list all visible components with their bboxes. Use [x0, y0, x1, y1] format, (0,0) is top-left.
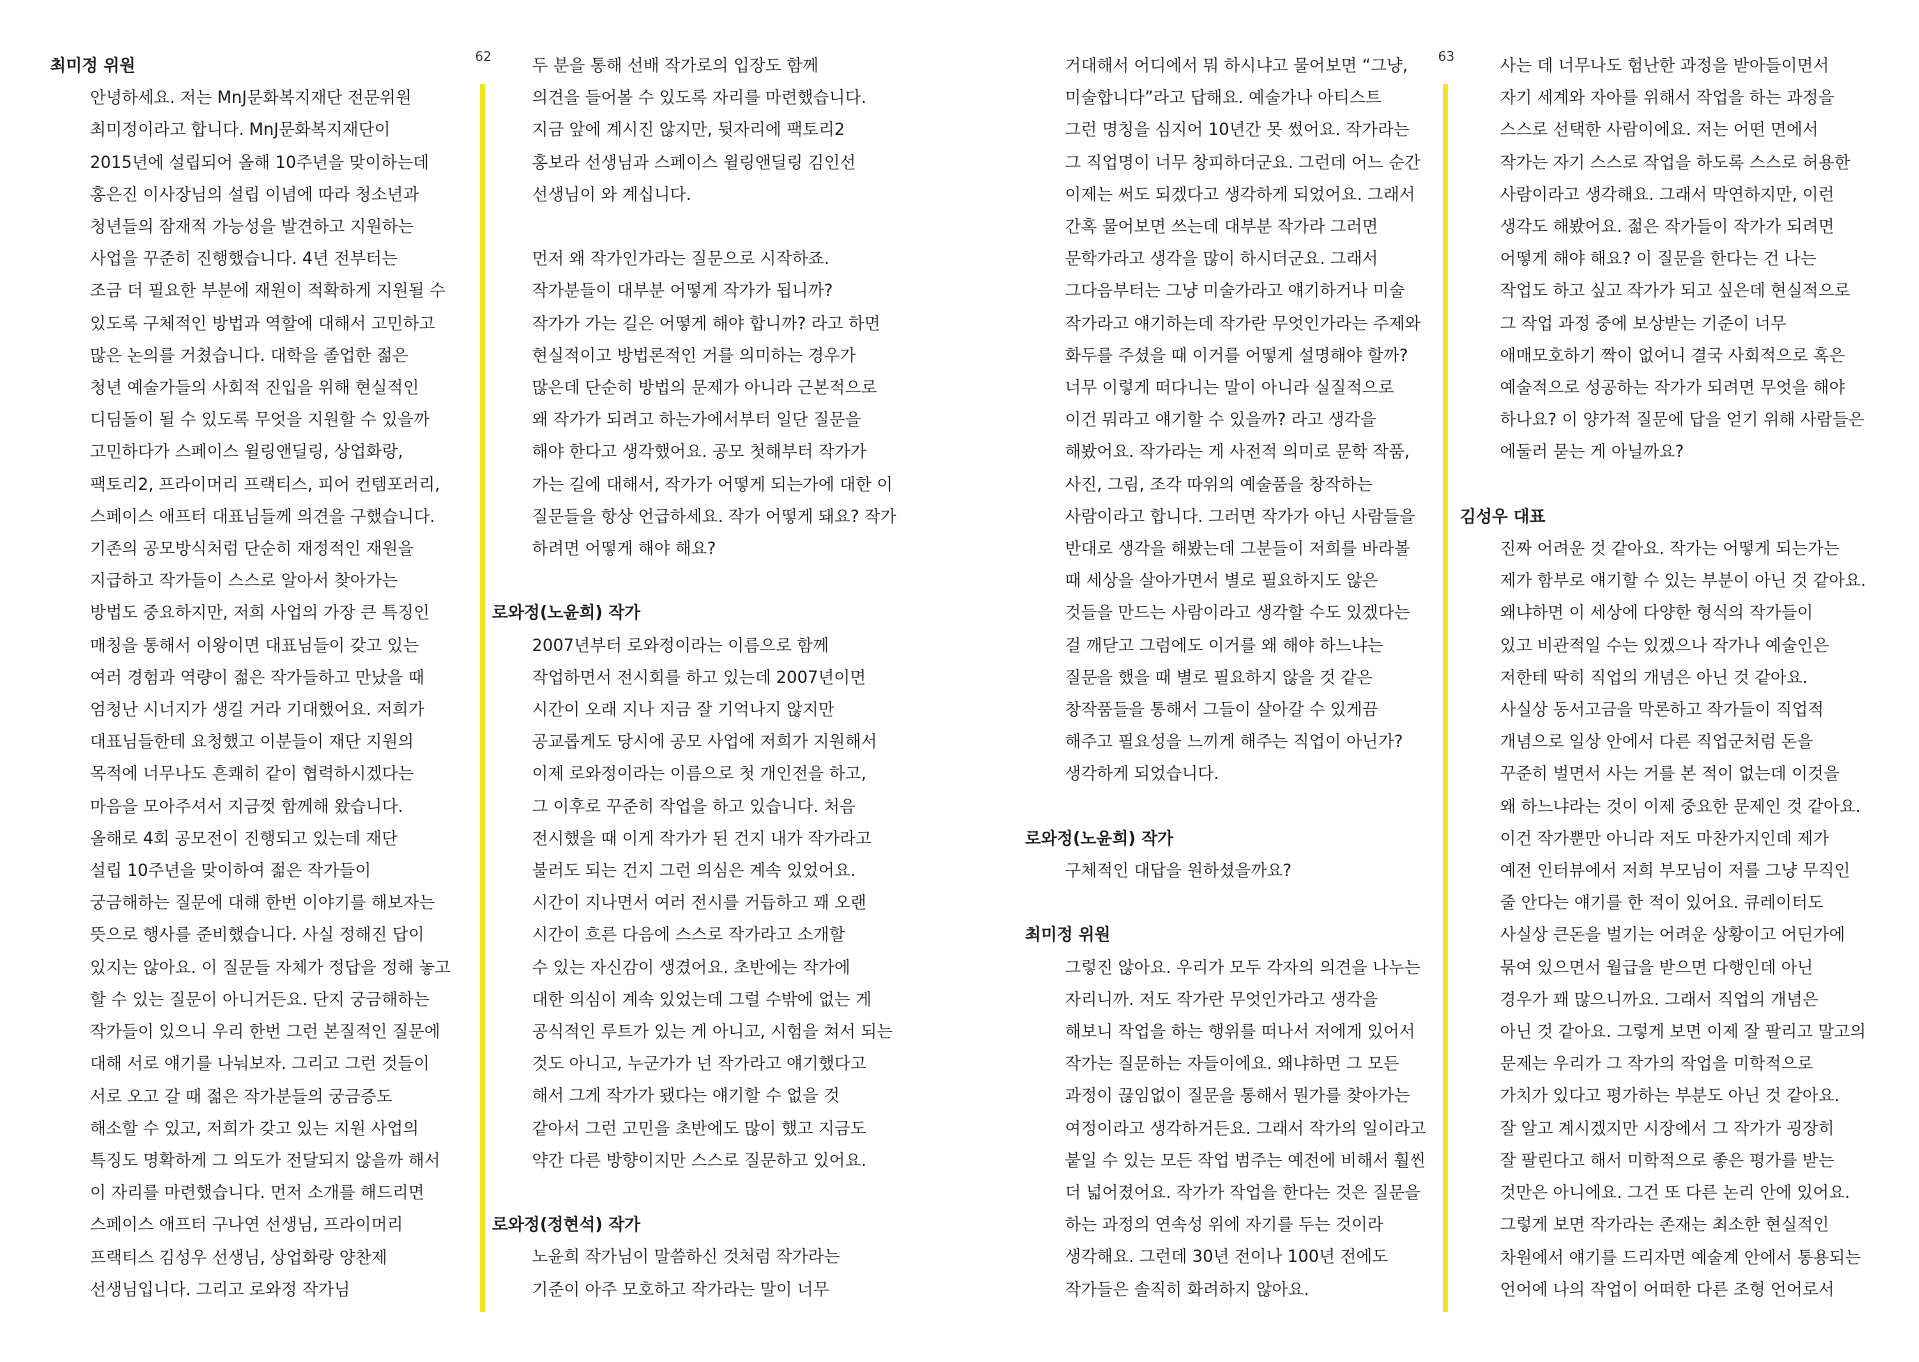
text-line: 제가 함부로 얘기할 수 있는 부분이 아닌 것 같아요.	[1500, 571, 1866, 591]
text-line: 많은 논의를 거쳤습니다. 대학을 졸업한 젊은	[90, 345, 409, 365]
text-line: 의견을 들어볼 수 있도록 자리를 마련했습니다.	[532, 88, 867, 108]
text-line: 화두를 주셨을 때 이거를 어떻게 설명해야 할까?	[1065, 345, 1409, 365]
text-line: 공식적인 루트가 있는 게 아니고, 시험을 쳐서 되는	[532, 1022, 893, 1042]
text-line: 사는 데 너무나도 험난한 과정을 받아들이면서	[1500, 56, 1830, 75]
text-line: 프랙티스 김성우 선생님, 상업화랑 양찬제	[90, 1247, 388, 1267]
text-line: 있고 비관적일 수는 있겠으나 작가나 예술인은	[1500, 635, 1830, 655]
text-line: 진짜 어려운 것 같아요. 작가는 어떻게 되는가는	[1500, 539, 1840, 559]
text-line: 스스로 선택한 사람이에요. 저는 어떤 면에서	[1500, 120, 1819, 140]
text-line: 대한 의심이 계속 있었는데 그럴 수밖에 없는 게	[532, 989, 872, 1009]
text-line: 고민하다가 스페이스 윌링앤딜링, 상업화랑,	[90, 442, 404, 462]
text-line: 서로 오고 갈 때 젊은 작가분들의 궁금증도	[90, 1086, 393, 1106]
text-line: 지금 앞에 계시진 않지만, 뒷자리에 팩토리2	[532, 120, 845, 140]
text-line: 2007년부터 로와정이라는 이름으로 함께	[532, 635, 829, 655]
text-line: 지급하고 작가들이 스스로 알아서 찾아가는	[90, 571, 398, 591]
left-page-column-1	[50, 50, 451, 1306]
text-line: 붙일 수 있는 모든 작업 범주는 예전에 비해서 훨씬	[1065, 1150, 1426, 1170]
text-line: 어떻게 해야 해요? 이 질문을 한다는 건 나는	[1500, 249, 1817, 269]
text-line: 그렇게 보면 작가라는 존재는 최소한 현실적인	[1500, 1215, 1830, 1235]
text-line: 창작품들을 통해서 그들이 살아갈 수 있게끔	[1065, 700, 1379, 720]
text-line: 것들을 만드는 사람이라고 생각할 수도 있겠다는	[1065, 603, 1411, 623]
text-line: 사람이라고 생각해요. 그래서 막연하지만, 이런	[1500, 184, 1835, 204]
text-line: 2015년에 설립되어 올해 10주년을 맞이하는데	[90, 152, 429, 172]
text-line: 간혹 물어보면 쓰는데 대부분 작가라 그러면	[1065, 217, 1379, 237]
text-line: 해봤어요. 작가라는 게 사전적 의미로 문학 작품,	[1065, 442, 1410, 462]
text-line: 할 수 있는 질문이 아니거든요. 단지 궁금해하는	[90, 989, 430, 1009]
text-line: 전시했을 때 이게 작가가 된 건지 내가 작가라고	[532, 828, 872, 848]
text-line: 수 있는 자신감이 생겼어요. 초반에는 작가에	[532, 957, 851, 977]
text-line: 자리니까. 저도 작가란 무엇인가라고 생각을	[1065, 989, 1379, 1009]
text-line: 팩토리2, 프라이머리 프랙티스, 피어 컨템포러리,	[90, 474, 441, 494]
paragraph-gap	[1025, 791, 1426, 823]
text-line: 두 분을 통해 선배 작가로의 입장도 함께	[532, 56, 819, 75]
text-line: 가는 길에 대해서, 작가가 어떻게 되는가에 대한 이	[532, 474, 893, 494]
text-line: 기준이 아주 모호하고 작가라는 말이 너무	[532, 1279, 830, 1299]
text-line: 작가분들이 대부분 어떻게 작가가 됩니까?	[532, 281, 833, 301]
text-line: 미술합니다”라고 답해요. 예술가나 아티스트	[1065, 88, 1382, 108]
speaker-name: 김성우 대표	[1460, 506, 1546, 526]
text-line: 생각해요. 그런데 30년 전이나 100년 전에도	[1065, 1247, 1389, 1267]
text-line: 왜 작가가 되려고 하는가에서부터 일단 질문을	[532, 410, 862, 430]
text-line: 작가들은 솔직히 화려하지 않아요.	[1065, 1279, 1310, 1299]
text-line: 문제는 우리가 그 작가의 작업을 미학적으로	[1500, 1054, 1814, 1074]
text-line: 해주고 필요성을 느끼게 해주는 직업이 아닌가?	[1065, 732, 1403, 752]
right-page-column-2	[1460, 50, 1866, 1306]
text-line: 올해로 4회 공모전이 진행되고 있는데 재단	[90, 828, 398, 848]
text-line: 마음을 모아주셔서 지금껏 함께해 왔습니다.	[90, 796, 404, 816]
text-line: 노윤희 작가님이 말씀하신 것처럼 작가라는	[532, 1247, 840, 1267]
text-line: 뜻으로 행사를 준비했습니다. 사실 정해진 답이	[90, 925, 425, 945]
text-line: 약간 다른 방향이지만 스스로 질문하고 있어요.	[532, 1150, 867, 1170]
text-line: 언어에 나의 작업이 어떠한 다른 조형 언어로서	[1500, 1279, 1835, 1299]
text-line: 생각하게 되었습니다.	[1065, 764, 1219, 784]
text-line: 사실상 큰돈을 벌기는 어려운 상황이고 어딘가에	[1500, 925, 1846, 945]
text-line: 차원에서 얘기를 드리자면 예술계 안에서 통용되는	[1500, 1247, 1861, 1267]
text-line: 이제 로와정이라는 이름으로 첫 개인전을 하고,	[532, 764, 867, 784]
text-line: 홍보라 선생님과 스페이스 윌링앤딜링 김인선	[532, 152, 856, 172]
text-line: 생각도 해봤어요. 젊은 작가들이 작가가 되려면	[1500, 217, 1835, 237]
text-line: 있지는 않아요. 이 질문들 자체가 정답을 정해 놓고	[90, 957, 451, 977]
text-line: 안녕하세요. 저는 MnJ문화복지재단 전문위원	[90, 88, 412, 108]
text-line: 특징도 명확하게 그 의도가 전달되지 않을까 해서	[90, 1150, 441, 1170]
text-line: 잘 알고 계시겠지만 시장에서 그 작가가 굉장히	[1500, 1118, 1835, 1138]
text-line: 걸 깨닫고 그럼에도 이거를 왜 해야 하느냐는	[1065, 635, 1384, 655]
text-line: 자기 세계와 자아를 위해서 작업을 하는 과정을	[1500, 88, 1835, 108]
right-page-column-1	[1025, 50, 1426, 1306]
text-line: 사업을 꾸준히 진행했습니다. 4년 전부터는	[90, 249, 398, 269]
text-line: 청년들의 잠재적 가능성을 발견하고 지원하는	[90, 217, 414, 237]
text-line: 작가들이 있으니 우리 한번 그런 본질적인 질문에	[90, 1022, 441, 1042]
text-line: 에둘러 묻는 게 아닐까요?	[1500, 442, 1684, 462]
text-line: 하나요? 이 양가적 질문에 답을 얻기 위해 사람들은	[1500, 410, 1865, 430]
text-line: 설립 10주년을 맞이하여 젊은 작가들이	[90, 861, 372, 881]
text-line: 작가는 질문하는 자들이에요. 왜냐하면 그 모든	[1065, 1054, 1400, 1074]
text-line: 그 직업명이 너무 창피하더군요. 그런데 어느 순간	[1065, 152, 1421, 172]
text-line: 시간이 지나면서 여러 전시를 거듭하고 꽤 오랜	[532, 893, 867, 913]
speaker-name: 로와정(정현석) 작가	[492, 1215, 641, 1235]
text-line: 거대해서 어디에서 뭐 하시냐고 물어보면 “그냥,	[1065, 56, 1408, 75]
text-line: 하려면 어떻게 해야 해요?	[532, 539, 716, 559]
text-line: 그다음부터는 그냥 미술가라고 얘기하거나 미술	[1065, 281, 1405, 301]
speaker-name: 최미정 위원	[50, 56, 136, 75]
text-line: 그런 명칭을 심지어 10년간 못 썼어요. 작가라는	[1065, 120, 1410, 140]
text-line: 이건 작가뿐만 아니라 저도 마찬가지인데 제가	[1500, 828, 1830, 848]
text-line: 먼저 왜 작가인가라는 질문으로 시작하죠.	[532, 249, 830, 269]
text-line: 시간이 오래 지나 지금 잘 기억나지 않지만	[532, 700, 835, 720]
text-line: 작가가 가는 길은 어떻게 해야 합니까? 라고 하면	[532, 313, 881, 333]
paragraph-gap	[1025, 887, 1426, 919]
text-line: 시간이 흐른 다음에 스스로 작가라고 소개할	[532, 925, 846, 945]
text-line: 왜냐하면 이 세상에 다양한 형식의 작가들이	[1500, 603, 1814, 623]
yellow-divider-rule	[480, 84, 485, 1312]
text-line: 같아서 그런 고민을 초반에도 많이 했고 지금도	[532, 1118, 867, 1138]
text-line: 해야 한다고 생각했어요. 공모 첫해부터 작가가	[532, 442, 867, 462]
text-line: 많은데 단순히 방법의 문제가 아니라 근본적으로	[532, 378, 878, 398]
text-line: 때 세상을 살아가면서 별로 필요하지도 않은	[1065, 571, 1379, 591]
text-line: 꾸준히 벌면서 사는 거를 본 적이 없는데 이것을	[1500, 764, 1840, 784]
text-line: 이 자리를 마련했습니다. 먼저 소개를 해드리면	[90, 1183, 425, 1203]
text-line: 홍은진 이사장님의 설립 이념에 따라 청소년과	[90, 184, 420, 204]
text-line: 예전 인터뷰에서 저희 부모님이 저를 그냥 무직인	[1500, 861, 1851, 881]
text-line: 가치가 있다고 평가하는 부분도 아닌 것 같아요.	[1500, 1086, 1840, 1106]
text-line: 질문을 했을 때 별로 필요하지 않을 것 같은	[1065, 667, 1373, 687]
text-line: 구체적인 대답을 원하셨을까요?	[1065, 861, 1292, 881]
text-line: 예술적으로 성공하는 작가가 되려면 무엇을 해야	[1500, 378, 1846, 398]
text-line: 반대로 생각을 해봤는데 그분들이 저희를 바라볼	[1065, 539, 1411, 559]
text-line: 궁금해하는 질문에 대해 한번 이야기를 해보자는	[90, 893, 436, 913]
text-line: 이건 뭐라고 얘기할 수 있을까? 라고 생각을	[1065, 410, 1377, 430]
text-line: 것도 아니고, 누군가가 넌 작가라고 얘기했다고	[532, 1054, 867, 1074]
text-line: 공교롭게도 당시에 공모 사업에 저희가 지원해서	[532, 732, 878, 752]
text-line: 매칭을 통해서 이왕이면 대표님들이 갖고 있는	[90, 635, 420, 655]
text-line: 있도록 구체적인 방법과 역할에 대해서 고민하고	[90, 313, 436, 333]
text-line: 스페이스 애프터 구나연 선생님, 프라이머리	[90, 1215, 404, 1235]
text-line: 더 넓어졌어요. 작가가 작업을 한다는 것은 질문을	[1065, 1183, 1421, 1203]
left-page-column-2	[492, 50, 896, 1306]
text-line: 스페이스 애프터 대표님들께 의견을 구했습니다.	[90, 506, 436, 526]
paragraph-gap	[492, 565, 896, 597]
text-line: 너무 이렇게 떠다니는 말이 아니라 실질적으로	[1065, 378, 1395, 398]
text-line: 작가라고 얘기하는데 작가란 무엇인가라는 주제와	[1065, 313, 1421, 333]
paragraph-gap	[492, 211, 896, 243]
text-line: 그 작업 과정 중에 보상받는 기준이 너무	[1500, 313, 1787, 333]
text-line: 이제는 써도 되겠다고 생각하게 되었어요. 그래서	[1065, 184, 1416, 204]
text-line: 작가는 자기 스스로 작업을 하도록 스스로 허용한	[1500, 152, 1851, 172]
text-line: 왜 하느냐라는 것이 이제 중요한 문제인 것 같아요.	[1500, 796, 1861, 816]
text-line: 과정이 끊임없이 질문을 통해서 뭔가를 찾아가는	[1065, 1086, 1411, 1106]
text-line: 애매모호하기 짝이 없어니 결국 사회적으로 혹은	[1500, 345, 1846, 365]
text-line: 청년 예술가들의 사회적 진입을 위해 현실적인	[90, 378, 420, 398]
text-line: 대표님들한테 요청했고 이분들이 재단 지원의	[90, 732, 414, 752]
text-line: 사진, 그림, 조각 따위의 예술품을 창작하는	[1065, 474, 1373, 494]
text-line: 사실상 동서고금을 막론하고 작가들이 직업적	[1500, 700, 1824, 720]
text-line: 개념으로 일상 안에서 다른 직업군처럼 돈을	[1500, 732, 1814, 752]
text-line: 질문들을 항상 언급하세요. 작가 어떻게 돼요? 작가	[532, 506, 897, 526]
paragraph-gap	[492, 1177, 896, 1209]
text-line: 그렇진 않아요. 우리가 모두 각자의 의견을 나누는	[1065, 957, 1421, 977]
text-line: 선생님이 와 계십니다.	[532, 184, 692, 204]
text-line: 여정이라고 생각하거든요. 그래서 작가의 일이라고	[1065, 1118, 1426, 1138]
text-line: 기존의 공모방식처럼 단순히 재정적인 재원을	[90, 539, 414, 559]
text-line: 엄청난 시너지가 생길 거라 기대했어요. 저희가	[90, 700, 425, 720]
text-line: 잘 팔린다고 해서 미학적으로 좋은 평가를 받는	[1500, 1150, 1835, 1170]
text-line: 사람이라고 합니다. 그러면 작가가 아닌 사람들을	[1065, 506, 1416, 526]
right-page	[960, 0, 1919, 1362]
text-line: 해소할 수 있고, 저희가 갖고 있는 지원 사업의	[90, 1118, 419, 1138]
text-line: 작업도 하고 싶고 작가가 되고 싶은데 현실적으로	[1500, 281, 1851, 301]
text-line: 것만은 아니에요. 그건 또 다른 논리 안에 있어요.	[1500, 1183, 1851, 1203]
text-line: 대해 서로 얘기를 나눠보자. 그리고 그런 것들이	[90, 1054, 430, 1074]
text-line: 그 이후로 꾸준히 작업을 하고 있습니다. 처음	[532, 796, 856, 816]
text-line: 묶여 있으면서 월급을 받으면 다행인데 아닌	[1500, 957, 1814, 977]
text-line: 여러 경험과 역량이 젊은 작가들하고 만났을 때	[90, 667, 425, 687]
text-line: 저한테 딱히 직업의 개념은 아닌 것 같아요.	[1500, 667, 1808, 687]
paragraph-gap	[1460, 469, 1866, 501]
text-line: 문학가라고 생각을 많이 하시더군요. 그래서	[1065, 249, 1379, 269]
speaker-name: 로와정(노윤희) 작가	[492, 603, 641, 623]
text-line: 조금 더 필요한 부분에 재원이 적확하게 지원될 수	[90, 281, 446, 301]
text-line: 선생님입니다. 그리고 로와정 작가님	[90, 1279, 351, 1299]
text-line: 목적에 너무나도 흔쾌히 같이 협력하시겠다는	[90, 764, 414, 784]
yellow-divider-rule	[1443, 84, 1448, 1312]
text-line: 해보니 작업을 하는 행위를 떠나서 저에게 있어서	[1065, 1022, 1416, 1042]
speaker-name: 로와정(노윤희) 작가	[1025, 828, 1174, 848]
text-line: 디딤돌이 될 수 있도록 무엇을 지원할 수 있을까	[90, 410, 430, 430]
text-line: 현실적이고 방법론적인 거를 의미하는 경우가	[532, 345, 856, 365]
speaker-name: 최미정 위원	[1025, 925, 1111, 945]
text-line: 줄 안다는 얘기를 한 적이 있어요. 큐레이터도	[1500, 893, 1824, 913]
page-number-right: 63	[1438, 50, 1455, 65]
text-line: 아닌 것 같아요. 그렇게 보면 이제 잘 팔리고 말고의	[1500, 1022, 1866, 1042]
page-number-left: 62	[475, 50, 492, 65]
text-line: 최미정이라고 합니다. MnJ문화복지재단이	[90, 120, 391, 140]
text-line: 불러도 되는 건지 그런 의심은 계속 있었어요.	[532, 861, 856, 881]
text-line: 방법도 중요하지만, 저희 사업의 가장 큰 특징인	[90, 603, 430, 623]
text-line: 해서 그게 작가가 됐다는 얘기할 수 없을 것	[532, 1086, 840, 1106]
text-line: 하는 과정의 연속성 위에 자기를 두는 것이라	[1065, 1215, 1384, 1235]
text-line: 작업하면서 전시회를 하고 있는데 2007년이면	[532, 667, 866, 687]
text-line: 경우가 꽤 많으니까요. 그래서 직업의 개념은	[1500, 989, 1819, 1009]
